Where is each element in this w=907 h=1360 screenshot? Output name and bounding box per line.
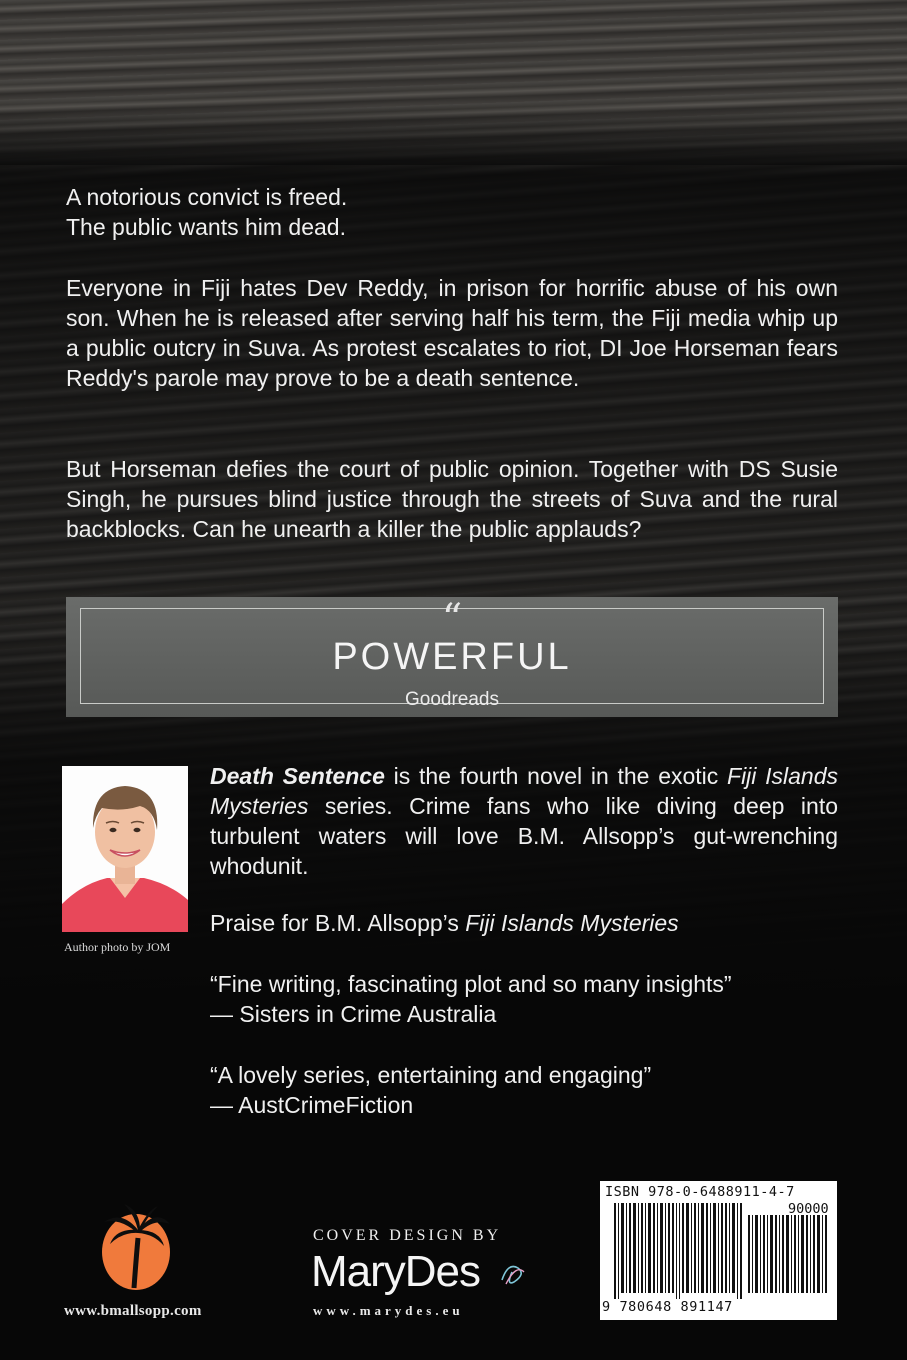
pull-quote-source: Goodreads (404, 689, 499, 710)
pull-quote-box (66, 597, 838, 717)
designer-swirl-icon (498, 1258, 530, 1290)
praise-quote-2 (210, 1060, 838, 1120)
quote-mark-icon: “ (441, 596, 463, 642)
praise-quote-1 (210, 969, 838, 1029)
isbn-number: ISBN 978-0-6488911-4-7 (605, 1184, 795, 1200)
about-text-b: series. Crime fans who like diving deep into turbulent waters will love B.M. Allsopp’s gut-wrenching whodunit. (210, 793, 838, 879)
about-paragraph (210, 761, 838, 881)
praise-intro-text: Praise for B.M. Allsopp’s (210, 910, 466, 936)
blurb-paragraph-1: Everyone in Fiji hates Dev Reddy, in prison for horrific abuse of his own son. When he is released after serving half his term, the Fiji media whip up a public outcry in Suva. As protest escalates to riot, DI Joe Horseman fears Reddy's parole may prove to be a death sentence. (66, 275, 838, 391)
author-photo (62, 766, 188, 932)
series-name: Fiji Islands Mysteries (210, 763, 838, 819)
book-title: Death Sentence (210, 763, 385, 789)
praise-quote-1-text: “Fine writing, fascinating plot and so many insights” (210, 971, 732, 997)
wood-plank-top (0, 0, 907, 165)
author-photo-credit: Author photo by JOM (64, 940, 171, 954)
tagline (66, 182, 838, 242)
designer-website-link[interactable]: www.marydes.eu (313, 1303, 464, 1318)
author-website-link[interactable]: www.bmallsopp.com (64, 1303, 202, 1319)
praise-series-name: Fiji Islands Mysteries (465, 910, 679, 936)
barcode-addon: 90000 (788, 1201, 829, 1217)
praise-quote-2-source: — AustCrimeFiction (210, 1092, 414, 1118)
about-text-a: is the fourth novel in the exotic (384, 763, 728, 789)
praise-intro (210, 908, 838, 938)
praise-quote-2-text: “A lovely series, entertaining and engaging” (210, 1062, 652, 1088)
cover-design-label: COVER DESIGN BY (313, 1227, 502, 1244)
isbn-barcode (600, 1181, 837, 1320)
barcode-digits: 9 780648 891147 (602, 1299, 733, 1315)
tagline-line-1: A notorious convict is freed. (66, 184, 348, 210)
palm-tree-logo-icon (100, 1200, 172, 1297)
blurb-paragraph-2: But Horseman defies the court of public opinion. Together with DS Susie Singh, he pursues blind justice through the streets of Suva and the rural backblocks. Can he unearth a killer the public applauds? (66, 456, 838, 542)
praise-quote-1-source: — Sisters in Crime Australia (210, 1001, 497, 1027)
tagline-line-2: The public wants him dead. (66, 214, 346, 240)
pull-quote-text: POWERFUL (332, 636, 572, 678)
designer-logo-text: MaryDes (311, 1247, 481, 1296)
